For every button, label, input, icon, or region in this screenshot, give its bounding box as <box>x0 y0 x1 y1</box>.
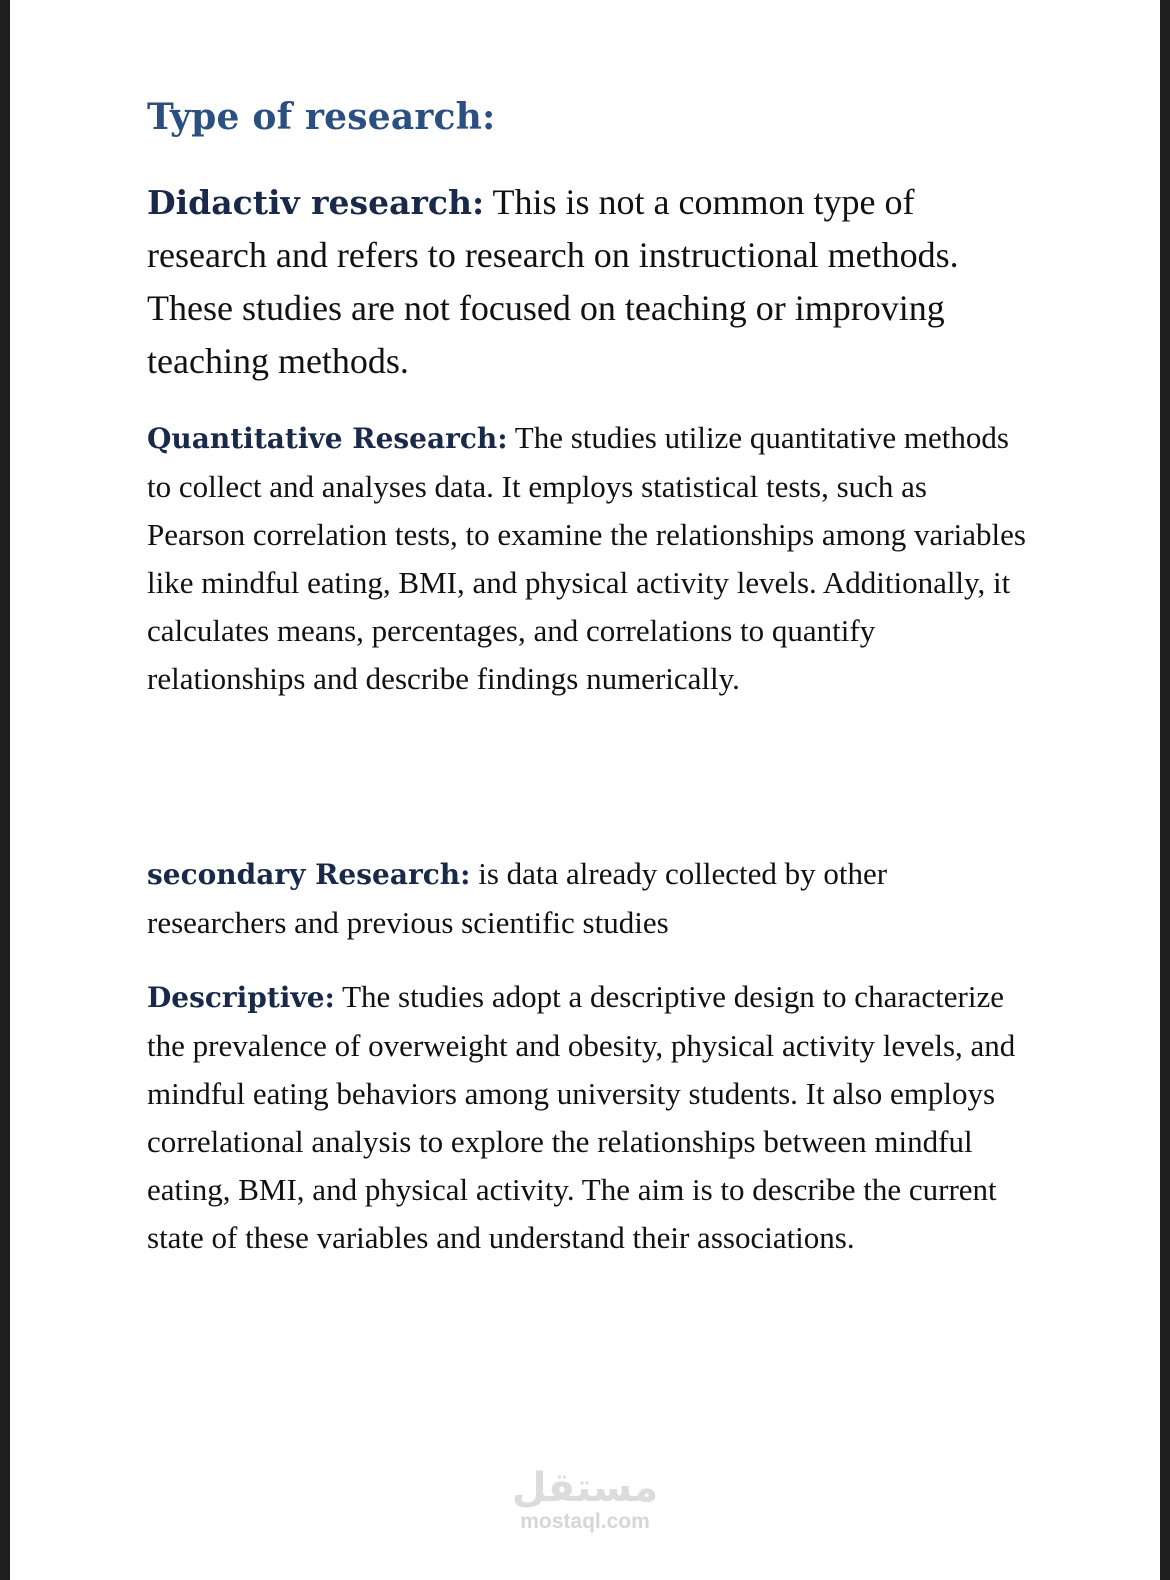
section-term: Descriptive: <box>147 981 335 1014</box>
watermark <box>10 1466 1160 1534</box>
section-text: is data already collected by other researchers and previous scientific studies <box>147 856 888 940</box>
document-page <box>10 0 1160 1580</box>
section-text: The studies adopt a descriptive design to characterize the prevalence of overweight and obesity, physical activity levels, and mindful eating behaviors among university students. It also employs correlational analysis to explore the relationships between mindful eating, BMI, and physical activity. The aim is to describe the current state of these variables and understand their associations. <box>147 979 1016 1255</box>
section-quantitative-research <box>147 414 1027 703</box>
page-heading: Type of research: <box>147 96 496 138</box>
watermark-site: mostaql.com <box>520 1510 650 1533</box>
section-text: This is not a common type of research and refers to research on instructional methods. These studies are not focused on teaching or improving teaching methods. <box>147 182 959 381</box>
section-descriptive <box>147 973 1027 1262</box>
section-text: The studies utilize quantitative methods to collect and analyses data. It employs statistical tests, such as Pearson correlation tests, to examine the relationships among variables like mindful eating, BMI, and physical activity levels. Additionally, it calculates means, percentages, and correlations to quantify relationships and describe findings numerically. <box>147 420 1026 696</box>
section-term: Quantitative Research: <box>147 422 508 455</box>
section-term: secondary Research: <box>147 858 471 891</box>
watermark-logo: مستقل <box>511 1465 659 1511</box>
section-didactic-research <box>147 176 1027 388</box>
section-term: Didactiv research: <box>147 183 485 222</box>
section-secondary-research <box>147 850 1027 947</box>
